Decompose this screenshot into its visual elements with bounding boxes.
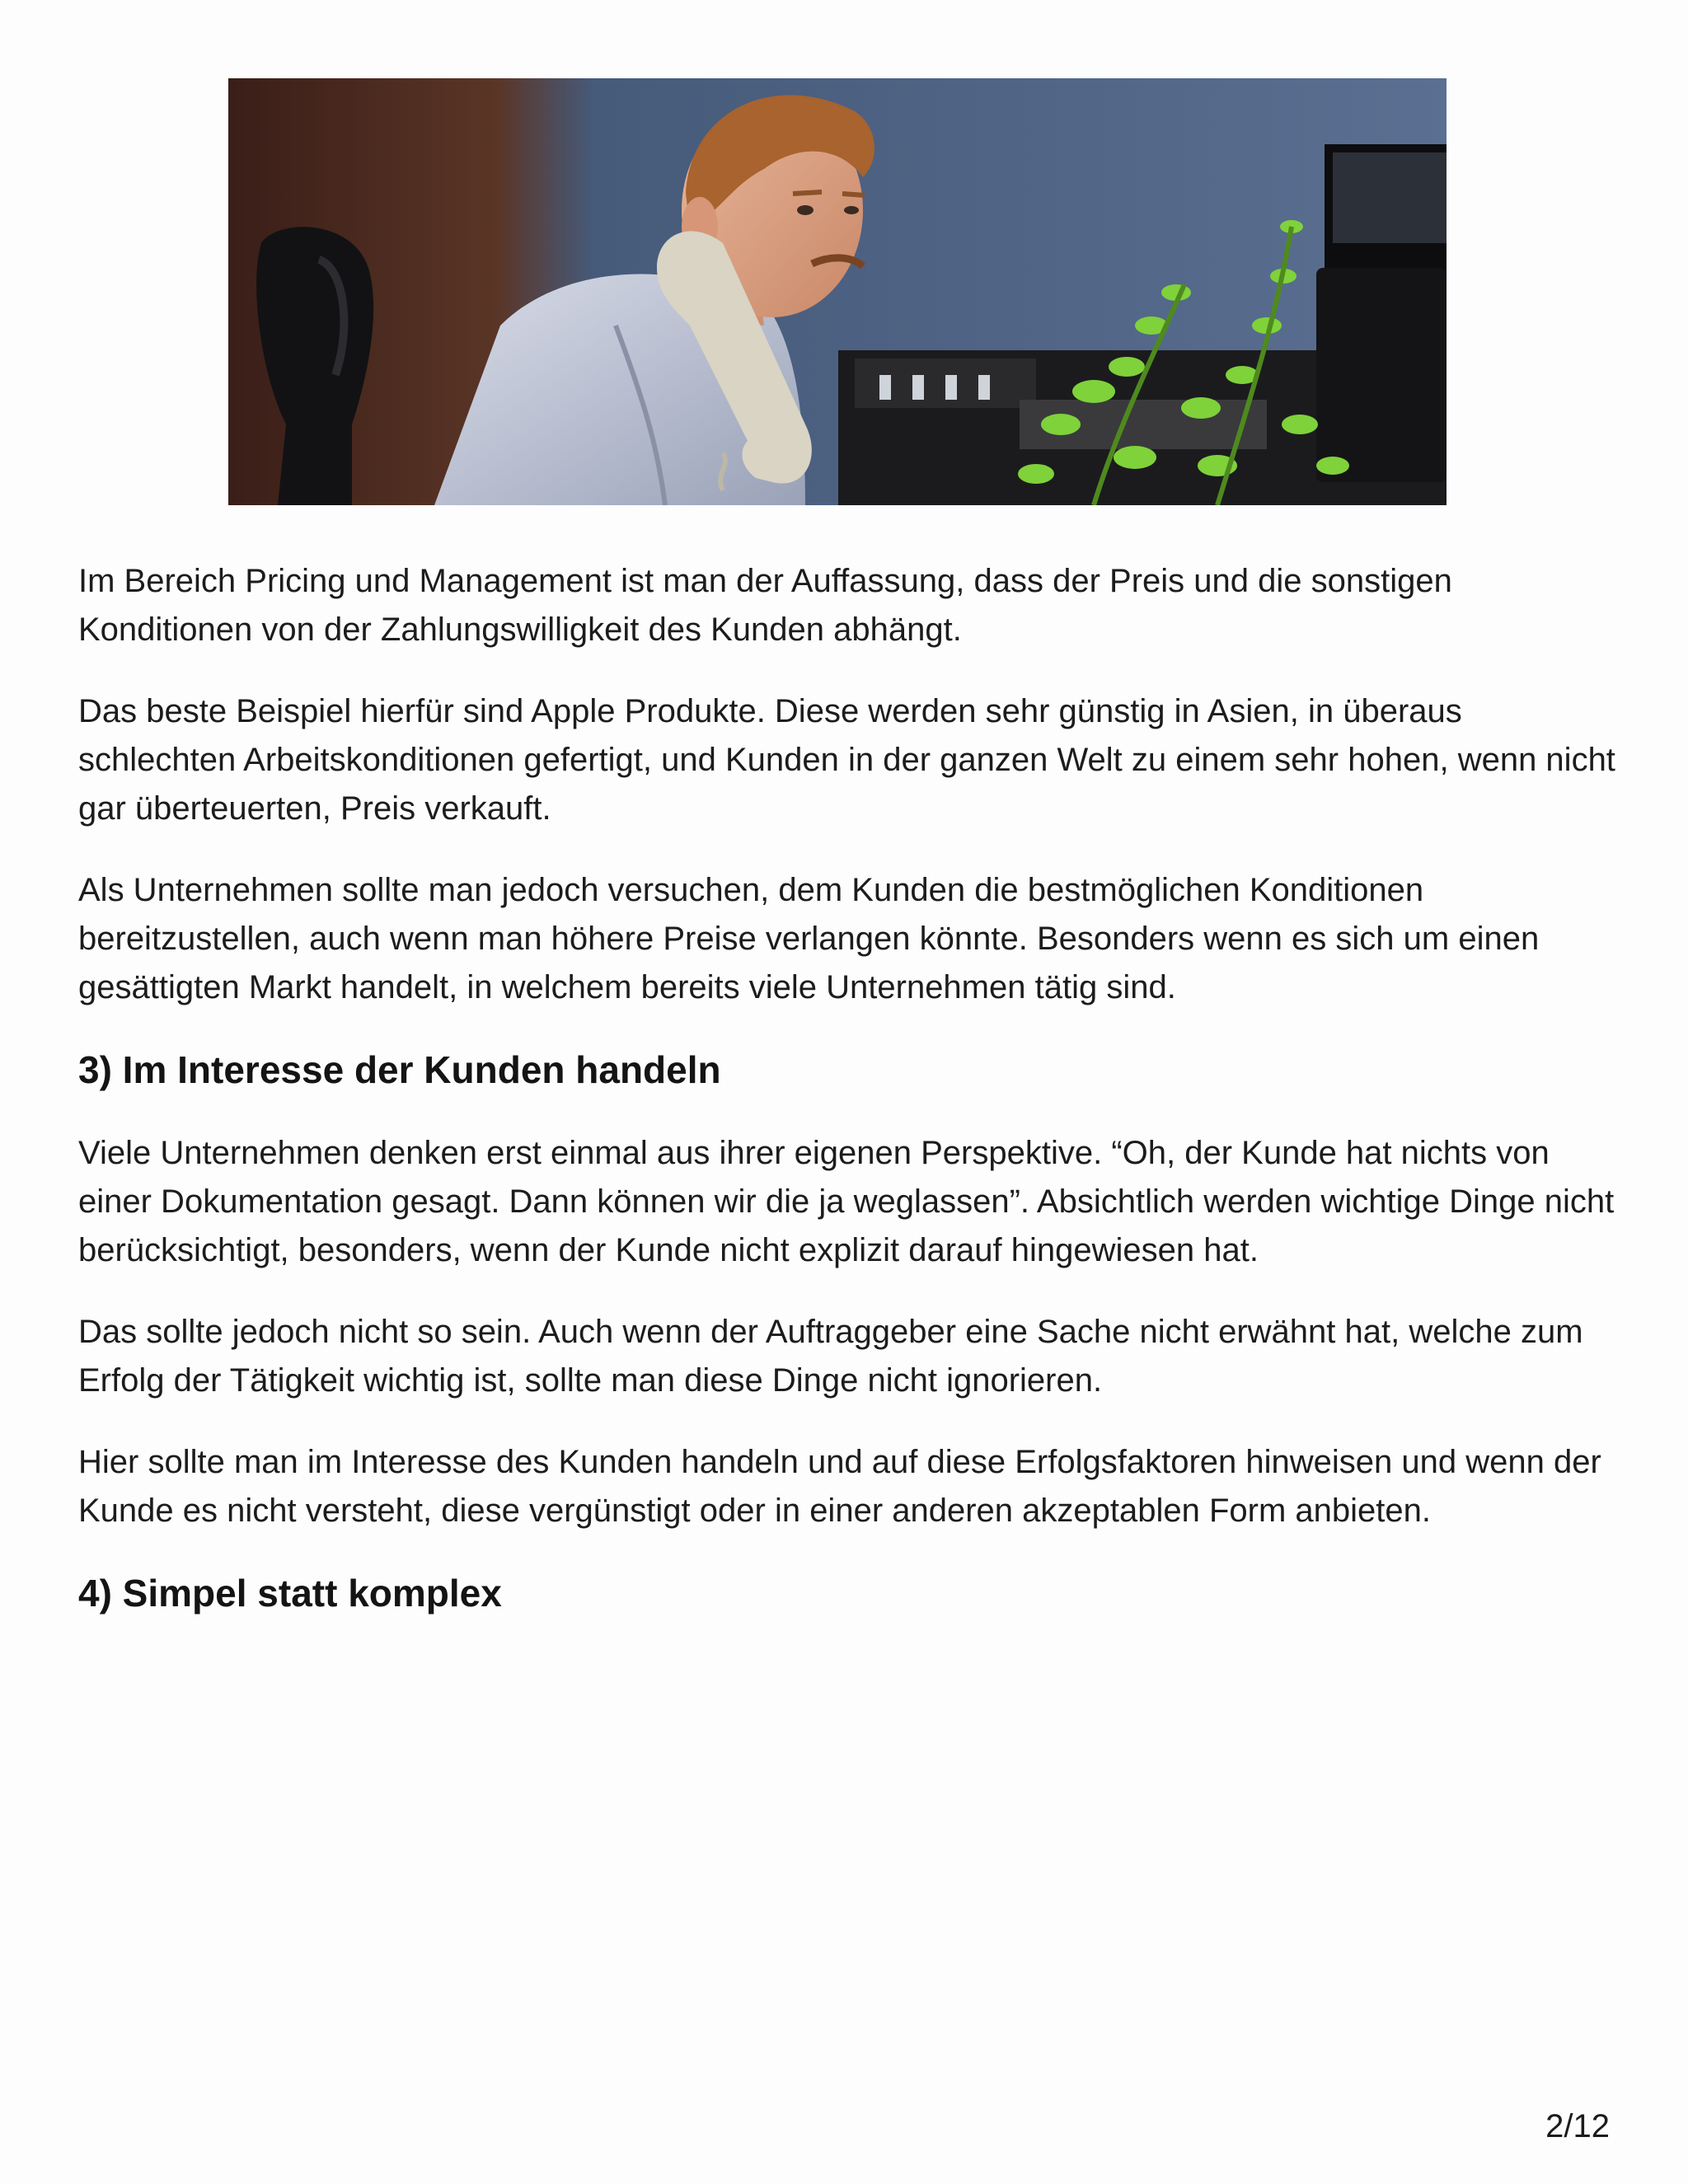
paragraph: Hier sollte man im Interesse des Kunden handeln und auf diese Erfolgsfaktoren hinweisen und wenn der Kunde es nicht versteht, diese vergünstigt oder in einer anderen akzeptablen Form anbieten. [78, 1444, 1601, 1529]
page-number: 2/12 [1545, 2108, 1610, 2144]
photo-man-on-phone-icon [228, 78, 1447, 505]
section-heading-4: 4) Simpel statt komplex [78, 1572, 502, 1615]
paragraph: Das beste Beispiel hierfür sind Apple Produkte. Diese werden sehr günstig in Asien, in überaus schlechten Arbeitskonditionen gefertigt, und Kunden in der ganzen Welt zu einem sehr hohen, wenn nicht gar überteuerten, Preis verkauft. [78, 693, 1615, 827]
paragraph: Als Unternehmen sollte man jedoch versuchen, dem Kunden die bestmöglichen Konditionen bereitzustellen, auch wenn man höhere Preise verlangen könnte. Besonders wenn es sich um einen gesättigten Markt handelt, in welchem bereits viele Unternehmen tätig sind. [78, 872, 1540, 1005]
article-content [78, 557, 1628, 1652]
document-page [78, 0, 1628, 2184]
section-heading-3: 3) Im Interesse der Kunden handeln [78, 1048, 721, 1091]
paragraph: Viele Unternehmen denken erst einmal aus ihrer eigenen Perspektive. “Oh, der Kunde hat nichts von einer Dokumentation gesagt. Dann können wir die ja weglassen”. Absichtlich werden wichtige Dinge nicht berücksichtigt, besonders, wenn der Kunde nicht explizit darauf hingewiesen hat. [78, 1135, 1615, 1268]
paragraph: Im Bereich Pricing und Management ist man der Auffassung, dass der Preis und die sonstigen Konditionen von der Zahlungswilligkeit des Kunden abhängt. [78, 563, 1452, 648]
paragraph: Das sollte jedoch nicht so sein. Auch wenn der Auftraggeber eine Sache nicht erwähnt hat, welche zum Erfolg der Tätigkeit wichtig ist, sollte man diese Dinge nicht ignorieren. [78, 1314, 1583, 1399]
article-photo [228, 78, 1447, 505]
